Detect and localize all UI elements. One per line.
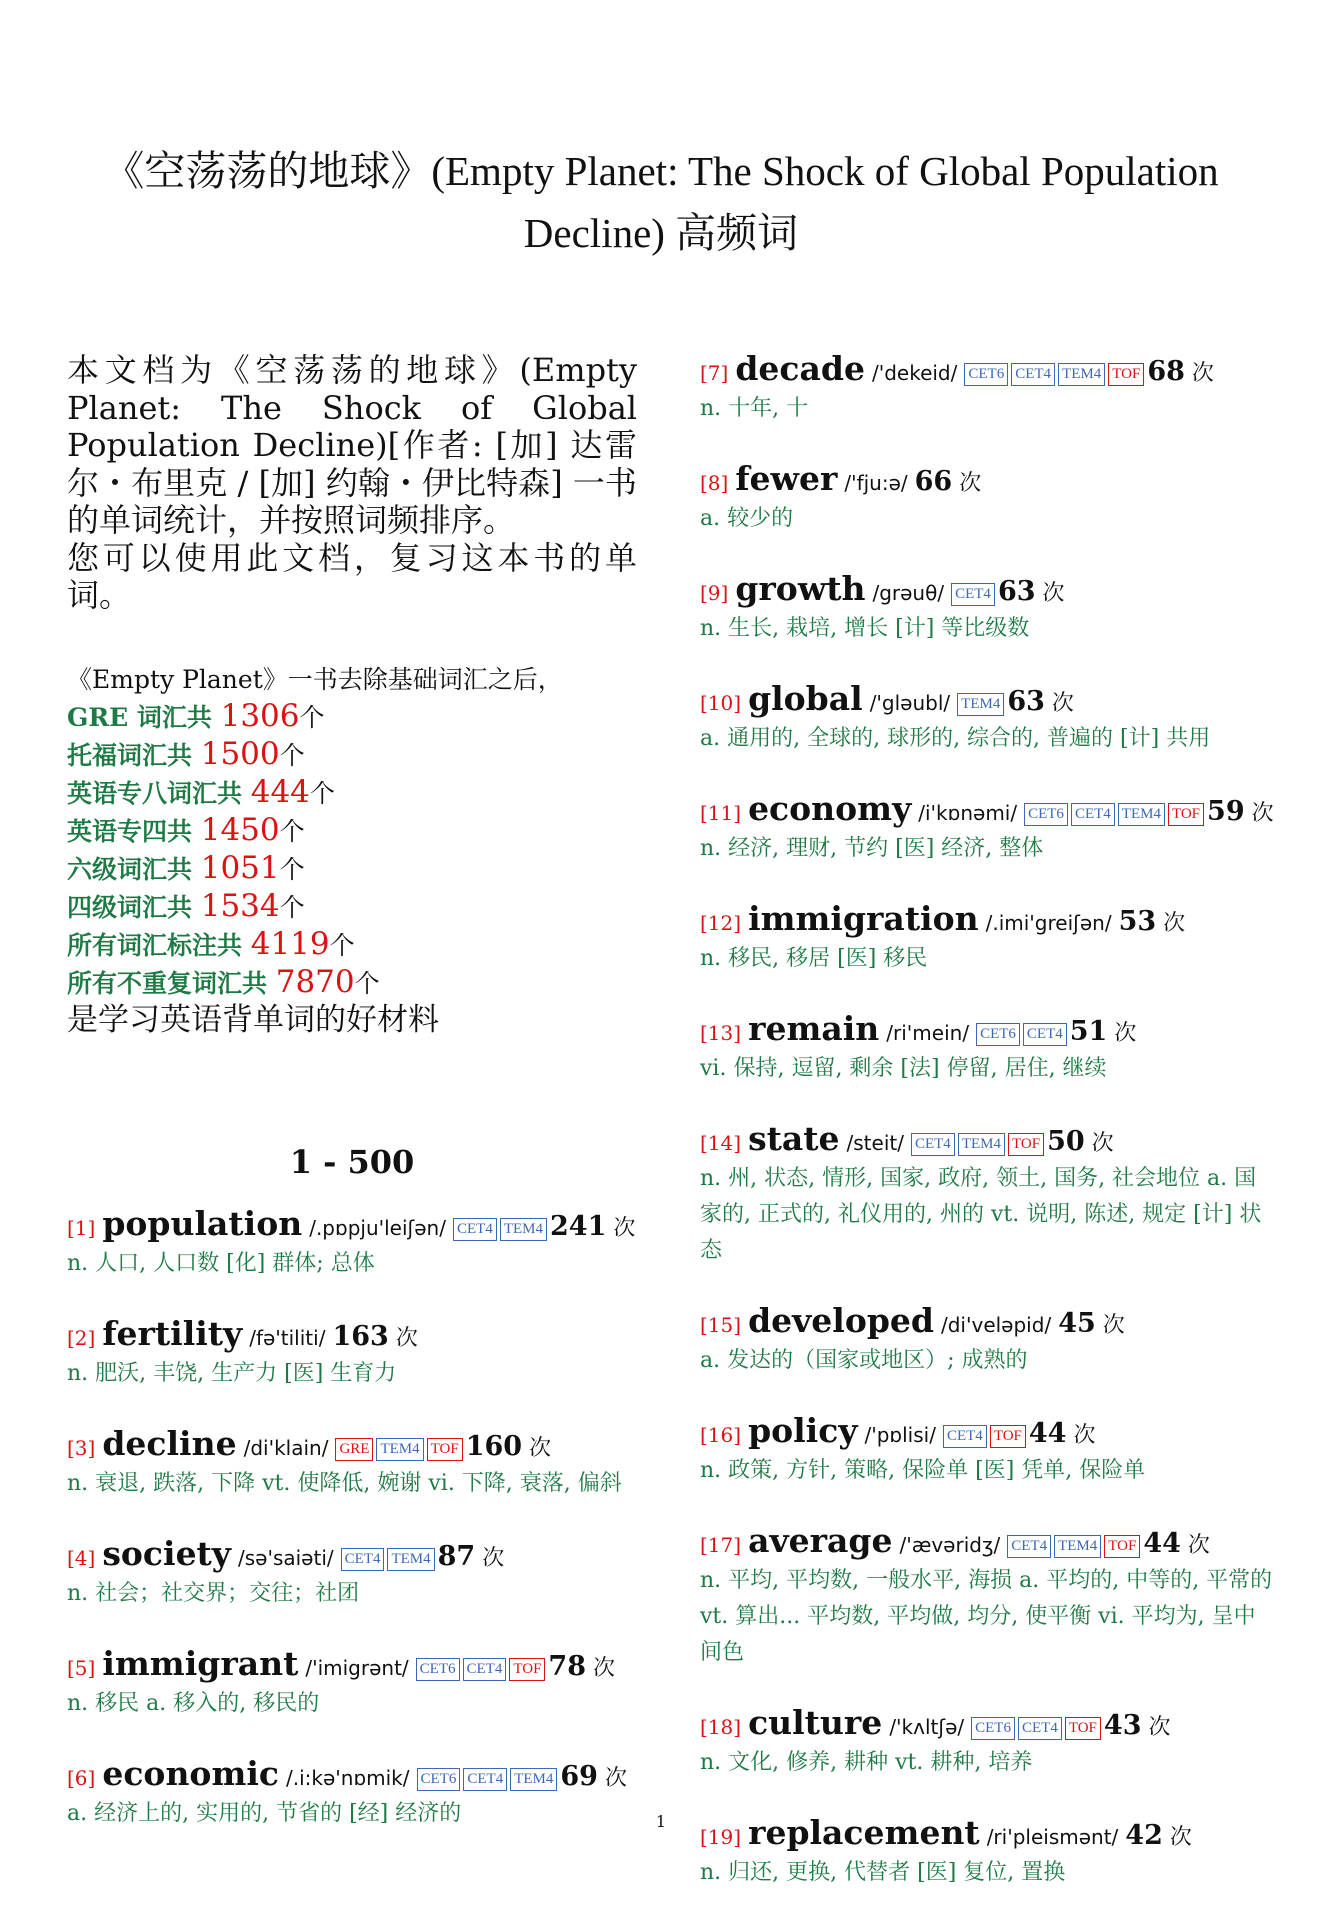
entry-index: [1] [67,1215,96,1240]
entry-definition: n. 归还, 更换, 代替者 [医] 复位, 置换 [700,1860,1066,1885]
entry-word: immigration [748,899,979,938]
stat-count: 7870 [275,963,355,1000]
stat-unit: 个 [354,968,380,998]
entry-phonetic: /grəuθ/ [872,581,945,605]
word-entry [700,1119,1275,1269]
entry-frequency-unit: 次 [1042,581,1065,606]
entry-index: [5] [67,1655,96,1680]
entry-frequency-unit: 次 [529,1435,552,1461]
stat-unit: 个 [279,816,305,846]
exam-tag: TEM4 [510,1768,557,1791]
entry-frequency: 69 [560,1760,598,1792]
stat-unit: 个 [329,930,355,960]
page-number: 1 [655,1812,667,1831]
word-entry [700,1703,1275,1781]
entry-definition: n. 移民, 移居 [医] 移民 [700,946,928,971]
entry-index: [7] [700,361,729,385]
entry-head [700,1521,1275,1563]
exam-tag: TOF [1108,363,1144,386]
exam-tag: TEM4 [500,1218,547,1241]
entry-head [700,1411,1275,1453]
entry-definition: n. 人口, 人口数 [化] 群体; 总体 [67,1250,375,1276]
entry-phonetic: /.pɒpju'leiʃən/ [309,1215,446,1240]
stat-line [67,850,637,888]
entry-head [700,679,1275,721]
exam-tag: TEM4 [958,1133,1005,1156]
entry-definition: a. 较少的 [700,506,794,531]
entry-definition: n. 移民 a. 移入的, 移民的 [67,1690,320,1716]
word-entry [700,349,1275,427]
entry-frequency: 42 [1125,1820,1163,1851]
exam-tag: TEM4 [1118,803,1165,826]
stat-count: 1450 [200,811,280,848]
exam-tag: TOF [990,1425,1026,1448]
exam-tag: CET4 [1023,1023,1067,1046]
entry-frequency: 63 [1007,686,1045,717]
entry-definition: a. 经济上的, 实用的, 节省的 [经] 经济的 [67,1800,462,1826]
entry-head [67,1753,637,1796]
word-entry [700,1009,1275,1087]
stat-unit: 个 [279,892,305,922]
stat-count: 444 [250,773,310,810]
exam-tag: CET6 [1024,803,1068,826]
exam-tag: CET6 [417,1768,461,1791]
exam-tag: CET4 [1018,1717,1062,1740]
entry-phonetic: /.i:kə'nɒmik/ [286,1765,410,1790]
entry-frequency: 66 [914,466,953,497]
exam-tag: TOF [1008,1133,1044,1156]
entry-frequency-unit: 次 [395,1325,418,1351]
entry-frequency-unit: 次 [613,1215,636,1241]
entry-definition: vi. 保持, 逗留, 剩余 [法] 停留, 居住, 继续 [700,1056,1107,1081]
entry-definition: a. 通用的, 全球的, 球形的, 综合的, 普遍的 [计] 共用 [700,726,1211,751]
entry-definition: n. 肥沃, 丰饶, 生产力 [医] 生育力 [67,1360,397,1386]
entry-word: fertility [102,1313,243,1353]
entry-index: [18] [700,1715,742,1739]
stat-unit: 个 [279,740,305,770]
word-entry [700,459,1275,537]
intro-line: 您可以使用此文档，复习这本书的单词。 [67,538,637,614]
stat-unit: 个 [279,854,305,884]
stat-label: 所有不重复词汇共 [67,968,276,998]
entry-index: [11] [700,801,742,825]
entry-frequency-unit: 次 [1073,1423,1096,1448]
entry-frequency: 63 [997,576,1036,607]
exam-tag: CET6 [976,1023,1020,1046]
entry-head [67,1313,637,1356]
stat-count: 4119 [250,925,330,962]
exam-tag: TOF [1168,803,1204,826]
entry-frequency-unit: 次 [1169,1825,1192,1850]
entry-frequency: 163 [332,1320,389,1352]
entry-frequency: 44 [1143,1528,1181,1559]
stat-line [67,698,637,736]
entry-index: [9] [700,581,729,605]
entry-head [700,1009,1275,1051]
entry-frequency-unit: 次 [1091,1131,1114,1156]
entry-phonetic: /steit/ [846,1131,904,1155]
exam-tag: CET4 [1007,1535,1051,1558]
entry-word: policy [748,1411,858,1450]
entry-frequency: 87 [437,1540,476,1572]
entry-frequency: 78 [548,1650,586,1682]
stat-unit: 个 [309,778,335,808]
stat-line [67,812,637,850]
word-entry [700,679,1275,757]
entry-word: fewer [735,459,838,498]
stat-label: 所有词汇标注共 [67,930,251,960]
entry-phonetic: /'pɒlisi/ [864,1423,936,1447]
entry-word: immigrant [102,1643,299,1683]
entry-definition: n. 生长, 栽培, 增长 [计] 等比级数 [700,616,1030,641]
word-entry [67,1203,637,1282]
stat-line [67,736,637,774]
entry-word: developed [748,1301,934,1340]
entry-head [67,1533,637,1576]
entry-word: decline [102,1423,237,1463]
entry-definition: n. 平均, 平均数, 一般水平, 海损 a. 平均的, 中等的, 平常的 vt. 算出... 平均数, 平均做, 均分, 使平衡 vi. 平均为, 呈中间色 [700,1568,1273,1665]
word-entry [67,1533,637,1612]
exam-tag: TOF [509,1658,545,1681]
exam-tag: GRE [335,1438,373,1461]
entry-phonetic: /fə'tiliti/ [249,1325,326,1350]
entry-word: remain [748,1009,880,1048]
entry-phonetic: /i'kɒnəmi/ [918,801,1018,825]
exam-tag: TOF [1104,1535,1140,1558]
word-entry [700,1521,1275,1671]
entry-definition: n. 政策, 方针, 策略, 保险单 [医] 凭单, 保险单 [700,1458,1146,1483]
exam-tag: TOF [1065,1717,1101,1740]
entry-frequency-unit: 次 [1102,1313,1125,1338]
stat-label: 英语专八词汇共 [67,778,251,808]
entry-head [67,1423,637,1466]
exam-tag: CET4 [943,1425,987,1448]
stat-line [67,774,637,812]
entry-word: society [102,1533,231,1573]
entry-frequency: 160 [465,1430,523,1462]
entry-phonetic: /'dekeid/ [871,361,958,385]
entry-phonetic: /di'klain/ [243,1435,329,1460]
stats-footer: 是学习英语背单词的好材料 [67,1001,439,1038]
intro-paragraph [67,352,637,615]
entry-phonetic: /'gləubl/ [869,691,951,715]
entry-index: [12] [700,911,742,935]
entry-frequency: 43 [1103,1710,1142,1741]
entry-phonetic: /ri'pleismənt/ [986,1825,1119,1849]
entry-head [67,1203,637,1246]
word-entry [700,789,1275,867]
entry-index: [13] [700,1021,742,1045]
entry-frequency: 53 [1118,906,1157,937]
entry-word: culture [748,1703,883,1742]
entry-frequency-unit: 次 [482,1545,505,1571]
entry-index: [17] [700,1533,742,1557]
entry-frequency-unit: 次 [1051,691,1074,716]
exam-tag: CET6 [416,1658,460,1681]
stat-label: 托福词汇共 [67,740,201,770]
entry-frequency: 59 [1207,796,1245,827]
document-title: 《空荡荡的地球》(Empty Planet: The Shock of Global Population Decline) 高频词 [103,148,1219,256]
entry-frequency-unit: 次 [1163,911,1186,936]
exam-tag: CET6 [964,363,1008,386]
entry-phonetic: /'kʌltʃə/ [889,1715,965,1739]
word-entry [700,569,1275,647]
entry-index: [4] [67,1545,96,1570]
entry-head [700,899,1275,941]
word-entry [67,1313,637,1392]
entry-head [700,789,1275,831]
word-entry [700,899,1275,977]
exam-tag: TEM4 [1058,363,1105,386]
word-list-left [67,1203,637,1832]
stat-label: 四级词汇共 [67,892,201,922]
stat-label: GRE 词汇共 [67,702,221,732]
exam-tag: CET6 [971,1717,1015,1740]
entry-index: [3] [67,1435,96,1460]
entry-frequency: 68 [1147,356,1185,387]
entry-phonetic: /'fju:ə/ [844,471,908,495]
stats-list [67,698,637,1002]
stat-line [67,926,637,964]
word-list-right [700,349,1275,1891]
entry-phonetic: /'ævəridʒ/ [899,1533,1001,1557]
entry-head [700,349,1275,391]
entry-definition: n. 文化, 修养, 耕种 vt. 耕种, 培养 [700,1750,1033,1775]
exam-tag: CET4 [1011,363,1055,386]
entry-frequency-unit: 次 [604,1765,627,1791]
entry-definition: n. 社会；社交界；交往；社团 [67,1580,360,1606]
stat-label: 英语专四共 [67,816,201,846]
entry-index: [6] [67,1765,96,1790]
stat-count: 1051 [200,849,280,886]
entry-frequency: 50 [1047,1126,1085,1157]
entry-phonetic: /ri'mein/ [886,1021,970,1045]
entry-head [67,1643,637,1686]
exam-tag: CET4 [341,1548,385,1571]
entry-frequency: 241 [550,1210,607,1242]
word-entry [67,1423,637,1502]
word-entry [67,1643,637,1722]
entry-index: [2] [67,1325,96,1350]
stats-intro: 《Empty Planet》一书去除基础词汇之后， [67,664,563,694]
entry-index: [10] [700,691,742,715]
entry-frequency-unit: 次 [593,1655,616,1681]
exam-tag: CET4 [911,1133,955,1156]
entry-frequency: 45 [1058,1308,1096,1339]
entry-phonetic: /.imi'greiʃən/ [985,911,1112,935]
stat-line [67,964,637,1002]
exam-tag: TEM4 [376,1438,423,1461]
entry-frequency: 44 [1028,1418,1067,1449]
stat-line [67,888,637,926]
entry-index: [19] [700,1825,742,1849]
entry-phonetic: /di'veləpid/ [941,1313,1052,1337]
exam-tag: CET4 [1071,803,1115,826]
entry-word: economy [748,789,912,828]
entry-head [700,1703,1275,1745]
entry-word: replacement [748,1813,980,1852]
entry-index: [14] [700,1131,742,1155]
entry-word: state [748,1119,840,1158]
exam-tag: TEM4 [387,1548,434,1571]
stat-label: 六级词汇共 [67,854,201,884]
entry-phonetic: /sə'saiəti/ [237,1545,334,1570]
entry-head [700,1301,1275,1343]
entry-frequency: 51 [1069,1016,1108,1047]
entry-head [700,459,1275,501]
entry-head [700,1119,1275,1161]
exam-tag: TEM4 [1054,1535,1101,1558]
entry-frequency-unit: 次 [1114,1021,1137,1046]
entry-word: decade [735,349,865,388]
range-heading: 1 - 500 [289,1142,415,1181]
entry-definition: a. 发达的（国家或地区）; 成熟的 [700,1348,1028,1373]
exam-tag: CET4 [951,583,995,606]
vocab-stats [67,661,637,1039]
entry-definition: n. 衰退, 跌落, 下降 vt. 使降低, 婉谢 vi. 下降, 衰落, 偏斜 [67,1470,622,1496]
right-column [700,349,1275,1926]
stat-count: 1534 [200,887,280,924]
entry-word: growth [735,569,866,608]
stat-count: 1306 [220,697,300,734]
exam-tag: TOF [427,1438,463,1461]
entry-definition: n. 州, 状态, 情形, 国家, 政府, 领土, 国务, 社会地位 a. 国家的, 正式的, 礼仪用的, 州的 vt. 说明, 陈述, 规定 [计] 状态 [700,1166,1262,1263]
entry-phonetic: /'imigrənt/ [305,1655,409,1680]
word-entry [700,1301,1275,1379]
entry-definition: n. 十年, 十 [700,396,809,421]
entry-index: [8] [700,471,729,495]
entry-word: average [748,1521,893,1560]
entry-index: [15] [700,1313,742,1337]
entry-frequency-unit: 次 [959,471,982,496]
left-column [67,352,637,1867]
exam-tag: CET4 [463,1768,507,1791]
entry-word: economic [102,1753,279,1793]
intro-line: 本文档为《空荡荡的地球》(Empty Planet: The Shock of Global Population Decline)[作者: [加] 达雷尔・布里克 / [加] 约翰・伊比特森] 一书的单词统计，并按照词频排序。 [67,351,637,539]
exam-tag: CET4 [453,1218,497,1241]
entry-frequency-unit: 次 [1148,1715,1171,1740]
entry-definition: n. 经济, 理财, 节约 [医] 经济, 整体 [700,836,1044,861]
word-entry [700,1411,1275,1489]
exam-tag: TEM4 [957,693,1004,716]
entry-word: global [748,679,863,718]
exam-tag: CET4 [463,1658,507,1681]
entry-frequency-unit: 次 [1187,1533,1210,1558]
entry-frequency-unit: 次 [1191,361,1214,386]
stat-count: 1500 [200,735,280,772]
entry-index: [16] [700,1423,742,1447]
entry-head [700,569,1275,611]
entry-word: population [102,1203,303,1243]
stat-unit: 个 [299,702,325,732]
entry-frequency-unit: 次 [1251,801,1274,826]
